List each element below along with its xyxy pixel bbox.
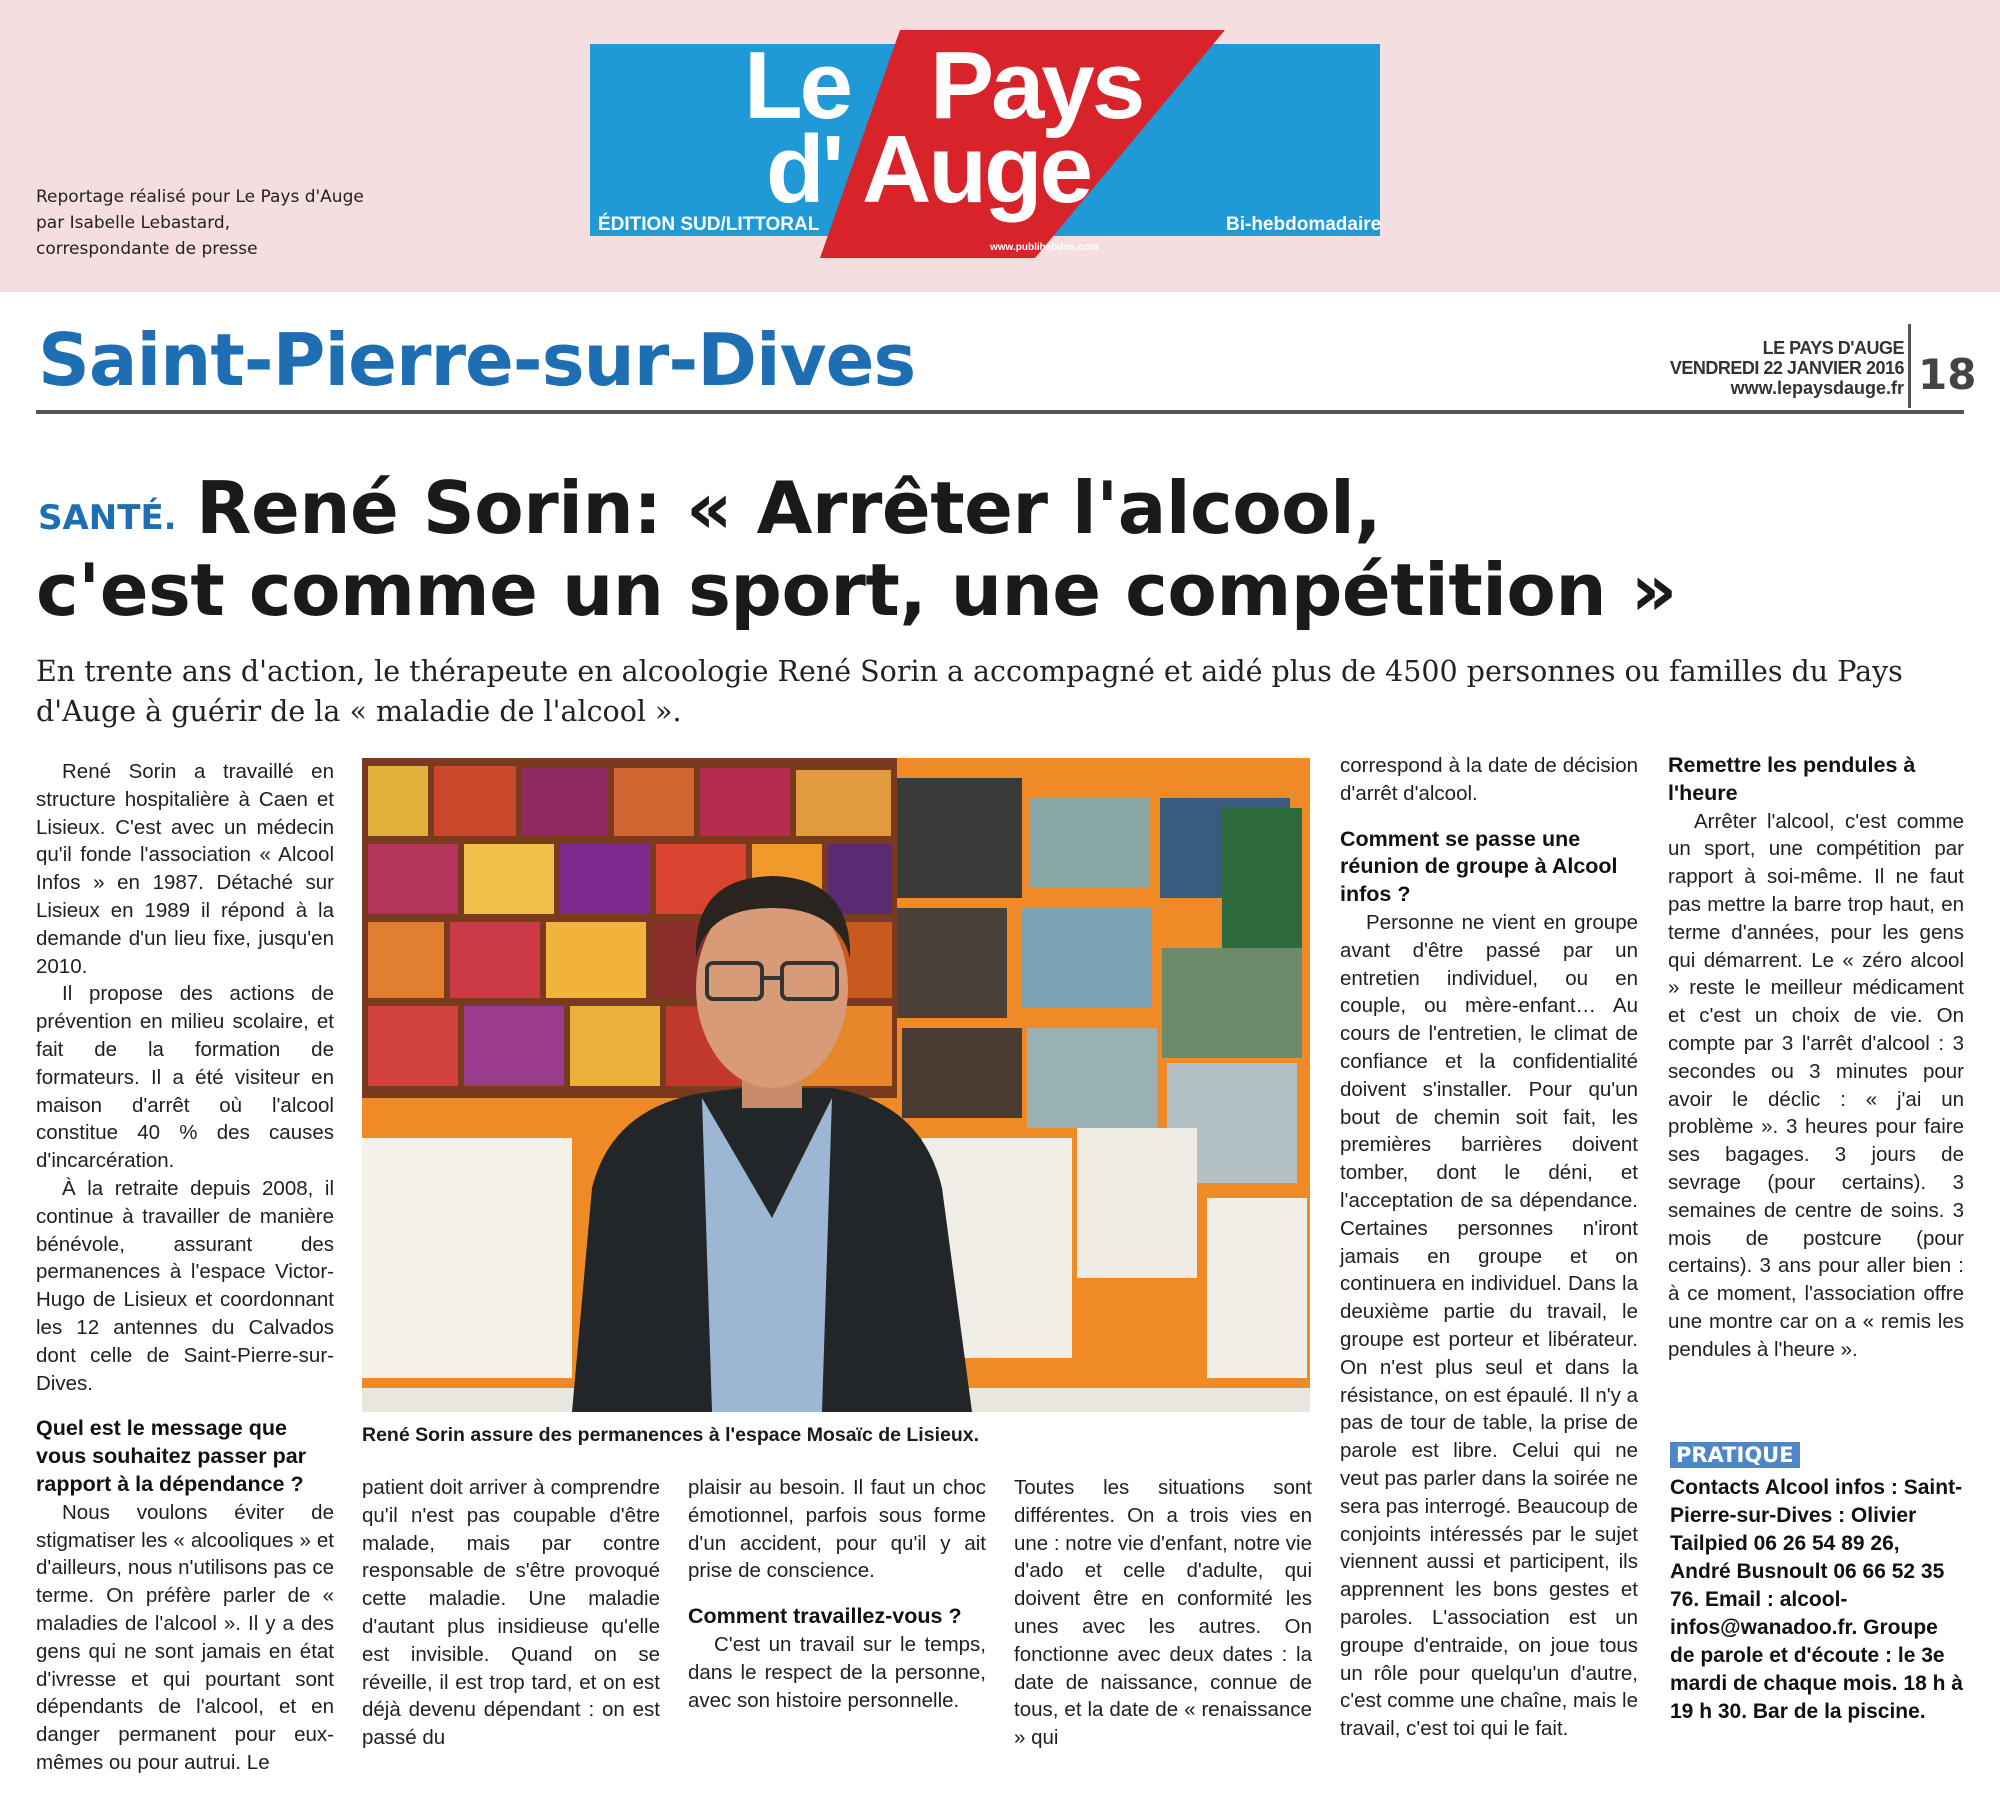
paragraph: C'est un travail sur le temps, dans le respect de la personne, avec son histoire personnelle.: [688, 1632, 986, 1712]
publication-info: [1670, 338, 1904, 398]
pratique-label: PRATIQUE: [1670, 1442, 1800, 1468]
interview-question: Comment travaillez-vous ?: [688, 1604, 962, 1629]
paragraph: René Sorin a travaillé en structure hospitalière à Caen et Lisieux. C'est avec un médecin qu'il fonde l'association « Alcool Infos » en 1987. Détaché sur Lisieux en 1989 il répond à la demande d'un lieu fixe, jusqu'en 2010.: [36, 760, 334, 978]
interview-question: Quel est le message que vous souhaitez passer par rapport à la dépendance ?: [36, 1416, 307, 1496]
paragraph: correspond à la date de décision d'arrêt d'alcool.: [1340, 754, 1638, 805]
logo-pays: Pays: [930, 32, 1143, 139]
logo-url: www.publihebdos.com: [990, 242, 1099, 253]
paragraph: Nous voulons éviter de stigmatiser les « alcooliques » et d'ailleurs, nous n'utilisons pas ce terme. On préfère parler de « maladies de l'alcool ». Il y a des gens qui ne sont jamais en état d'ivresse et qui pourtant sont dépendants de l'alcool, et en danger permanent pour eux-mêmes ou pour autrui. Le: [36, 1500, 334, 1774]
credit-line: correspondante de presse: [36, 239, 258, 259]
paragraph: Personne ne vient en groupe avant d'être passé par un entretien individuel, ou en couple, ou mère-enfant… Au cours de l'entretien, le climat de confiance et la confidentialité doivent s'installer. Pour qu'un bout de chemin soit fait, les premières barrières doivent tomber, dont le déni, et l'acceptation de sa dépendance. Certaines personnes n'iront jamais en groupe et on continuera en individuel. Dans la deuxième partie du travail, le groupe est porteur et libérateur. On n'est plus seul et dans la résistance, on est épaulé. Il n'y a pas de tour de table, la prise de parole est libre. Celui qui ne veut pas parler dans la soirée ne sera pas interrogé. Beaucoup de conjoints intéressés par le sujet viennent aussi et participent, ils apprennent les bons gestes et paroles. L'association est un groupe d'entraide, on joue tous un rôle pour quelqu'un d'autre, c'est comme une chaîne, mais le travail, c'est toi qui le fait.: [1340, 910, 1638, 1741]
column-4: [1014, 1474, 1312, 1752]
logo-edition: ÉDITION SUD/LITTORAL: [598, 214, 820, 235]
article-photo: [362, 758, 1310, 1412]
photo-caption: René Sorin assure des permanences à l'espace Mosaïc de Lisieux.: [362, 1424, 980, 1446]
issue-date: VENDREDI 22 JANVIER 2016: [1669, 358, 1904, 378]
column-1: [36, 758, 334, 1777]
header-divider: [1908, 324, 1911, 408]
photo-illustration: [362, 758, 1310, 1412]
column-2: [362, 1474, 660, 1752]
column-6: [1668, 752, 1964, 1364]
section-subheading: Remettre les pendules à l'heure: [1668, 753, 1916, 805]
header-rule: [36, 410, 1964, 414]
headline-line-2: c'est comme un sport, une compétition »: [36, 548, 1677, 632]
paragraph: Toutes les situations sont différentes. On a trois vies en une : notre vie d'enfant, notre vie d'ado et celle d'adulte, qui doivent être en conformité les unes avec les autres. On fonctionne avec deux dates : la date de naissance, connue de tous, et la date de « renaissance » qui: [1014, 1476, 1312, 1750]
credit-line: par Isabelle Lebastard,: [36, 213, 231, 233]
website-link[interactable]: www.lepaysdauge.fr: [1730, 378, 1904, 398]
page-number: 18: [1918, 350, 1977, 399]
paragraph: Arrêter l'alcool, c'est comme un sport, une compétition par rapport à soi-même. Il ne faut pas mettre la barre trop haut, en terme d'années, pour les gens qui démarrent. Le « zéro alcool » reste le meilleur médicament et c'est un choix de vie. On compte par 3 l'arrêt d'alcool : 3 secondes ou 3 minutes pour avoir le déclic : « j'ai un problème ». 3 heures pour faire ses bagages. 3 jours de sevrage (pour certains). 3 semaines de centre de soins. 3 mois de postcure (pour certains). 3 ans pour aller bien : à ce moment, l'association offre une montre car on a « remis les pendules à l'heure ».: [1668, 809, 1964, 1361]
column-3: [688, 1474, 986, 1714]
section-city-title: Saint-Pierre-sur-Dives: [38, 318, 916, 402]
column-5: [1340, 752, 1638, 1743]
paragraph: À la retraite depuis 2008, il continue à travailler de manière bénévole, assurant des permanences à l'espace Victor-Hugo de Lisieux et coordonnant les 12 antennes du Calvados dont celle de Saint-Pierre-sur-Dives.: [36, 1176, 334, 1395]
interview-question: Comment se passe une réunion de groupe à Alcool infos ?: [1340, 826, 1618, 907]
logo-frequency: Bi-hebdomadaire: [1226, 214, 1382, 235]
paragraph: plaisir au besoin. Il faut un choc émotionnel, parfois sous forme d'un accident, pour qu'il y ait prise de conscience.: [688, 1476, 986, 1583]
article-lede: En trente ans d'action, le thérapeute en alcoologie René Sorin a accompagné et aidé plus de 4500 personnes ou familles du Pays d'Auge à guérir de la « maladie de l'alcool ».: [36, 655, 1903, 728]
paragraph: Il propose des actions de prévention en milieu scolaire, et fait de la formation de formateurs. Il a été visiteur en maison d'arrêt où l'alcool constitue 40 % des causes d'incarcération.: [36, 982, 334, 1173]
paragraph: patient doit arriver à comprendre qu'il n'est pas coupable d'être malade, mais par contre responsable de s'être provoqué cette maladie. Une maladie d'autant plus insidieuse qu'elle est invisible. Quand on se réveille, il est trop tard, et on est déjà devenu dépendant : on est passé du: [362, 1476, 660, 1750]
logo-auge: Auge: [862, 116, 1090, 223]
photo-credit: [36, 184, 364, 262]
newspaper-logo: [590, 30, 1380, 258]
logo-d: d': [766, 116, 842, 223]
paper-name: LE PAYS D'AUGE: [1762, 338, 1904, 358]
credit-line: Reportage réalisé pour Le Pays d'Auge: [36, 187, 364, 207]
logo-le: Le: [744, 32, 851, 139]
headline-line-1: René Sorin: « Arrêter l'alcool,: [196, 466, 1382, 550]
article-kicker: SANTÉ.: [38, 498, 177, 538]
pratique-contacts: Contacts Alcool infos : Saint-Pierre-sur-Dives : Olivier Tailpied 06 26 54 89 26, André Busnoult 06 66 52 35 76. Email : alcool-infos@wanadoo.fr. Groupe de parole et d'écoute : le 3e mardi de chaque mois. 18 h à 19 h 30. Bar de la piscine.: [1670, 1476, 1963, 1723]
